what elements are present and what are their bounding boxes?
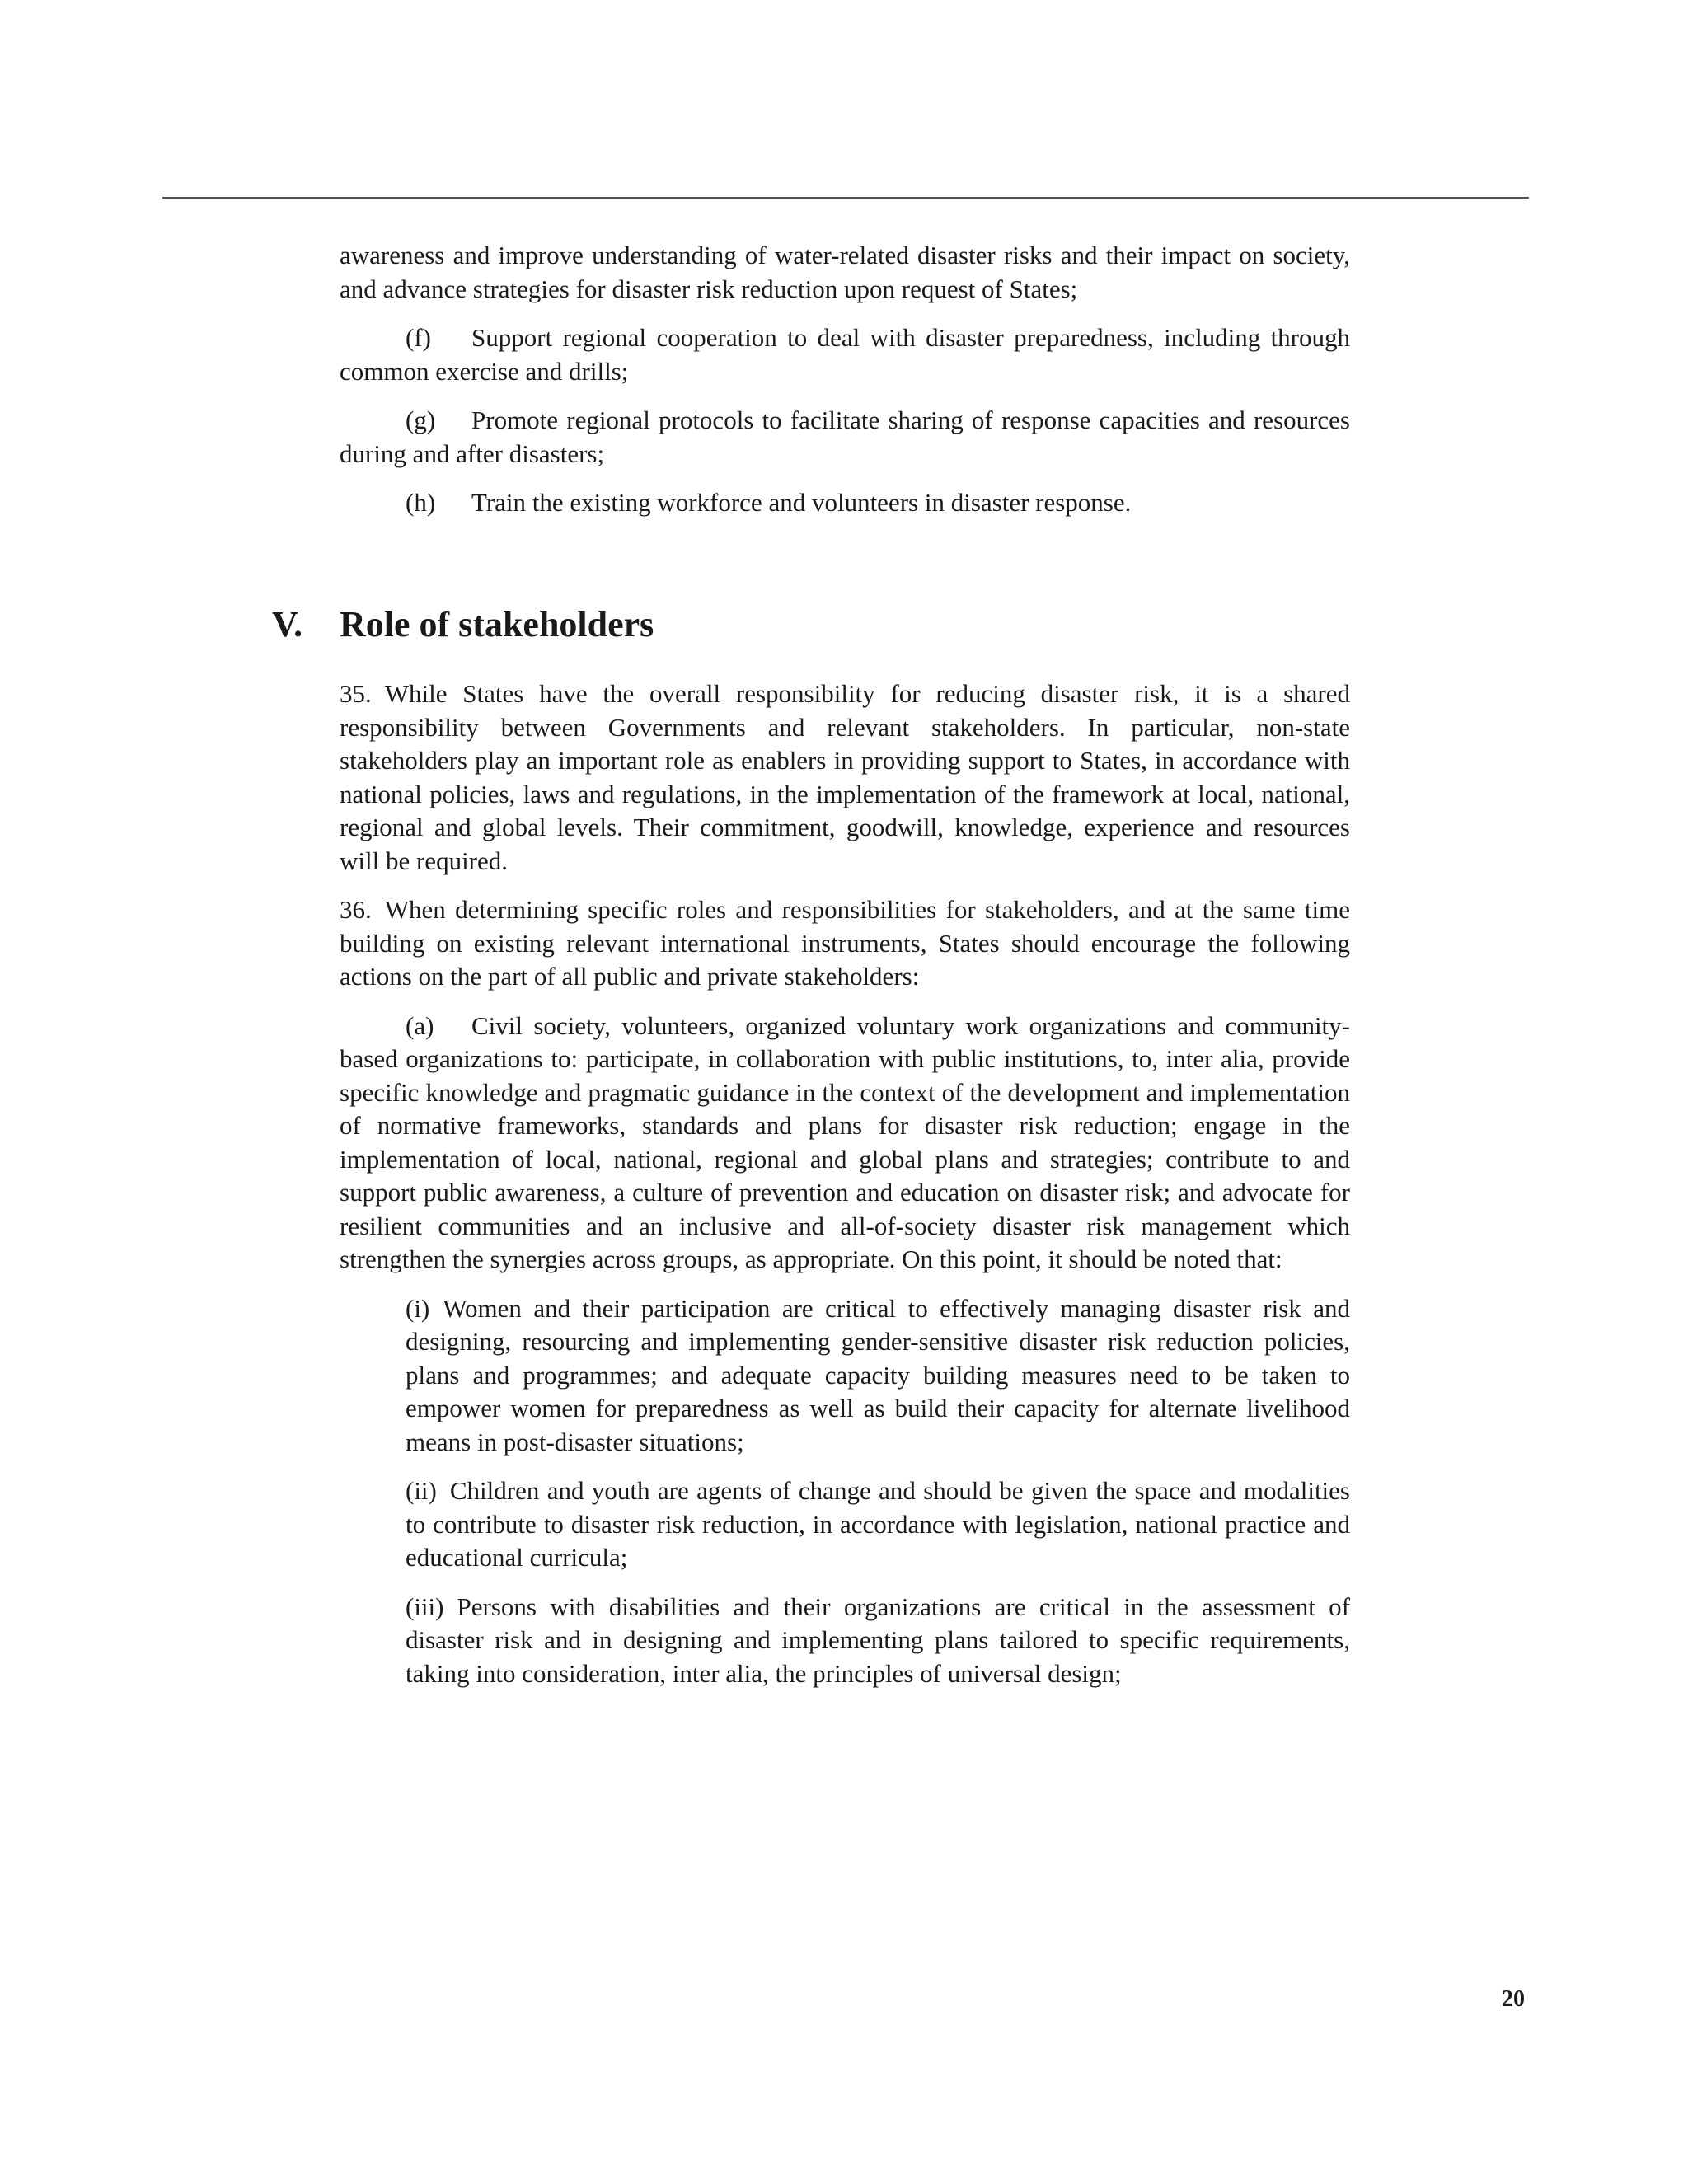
subitem-ii bbox=[406, 1474, 1350, 1575]
subitem-i bbox=[406, 1292, 1350, 1460]
list-item-f bbox=[340, 321, 1350, 388]
section-title: Role of stakeholders bbox=[340, 604, 654, 644]
subitem-text: Women and their participation are critical to effectively managing disaster risk and designing, resourcing and implementing gender-sensitive disaster risk reduction policies, plans and programmes; and adequate capacity building measures need to be taken to empower women for preparedness as well as build their capacity for alternate livelihood means in post-disaster situations; bbox=[406, 1293, 1350, 1456]
list-item-text: Promote regional protocols to facilitate sharing of response capacities and resources during and after disasters; bbox=[340, 405, 1350, 468]
list-item-text: Train the existing workforce and volunteers in disaster response. bbox=[471, 488, 1132, 517]
subitem-label: (ii) bbox=[406, 1476, 437, 1505]
section-heading bbox=[272, 600, 654, 649]
subitem-label: (i) bbox=[406, 1293, 430, 1323]
subitem-text: Persons with disabilities and their organizations are critical in the assessment of disaster risk and in designing and implementing plans tailored to specific requirements, taking into consideration, inter alia, the principles of universal design; bbox=[406, 1591, 1350, 1688]
list-item-label: (f) bbox=[406, 323, 431, 352]
subitem-iii bbox=[406, 1591, 1350, 1691]
subitem-text: Children and youth are agents of change and should be given the space and modalities to contribute to disaster risk reduction, in accordance with legislation, national practice and educational curricula; bbox=[406, 1476, 1350, 1572]
list-item-text: Support regional cooperation to deal with disaster preparedness, including through common exercise and drills; bbox=[340, 323, 1350, 386]
paragraph-text: While States have the overall responsibility for reducing disaster risk, it is a shared responsibility between Governments and relevant stakeholders. In particular, non-state stakeholders play an important role as enablers in providing support to States, in accordance with national policies, laws and regulations, in the implementation of the framework at local, national, regional and global levels. Their commitment, goodwill, knowledge, experience and resources will be required. bbox=[340, 679, 1350, 875]
list-item-h bbox=[340, 486, 1350, 520]
paragraph-number: 36. bbox=[340, 895, 372, 924]
list-item-text: Civil society, volunteers, organized voluntary work organizations and community-based organizations to: participate, in collaboration with public institutions, to, inter alia, provide specific knowledge and pragmatic guidance in the context of the development and implementation of normative frameworks, standards and plans for disaster risk reduction; engage in the implementation of local, national, regional and global plans and strategies; contribute to and support public awareness, a culture of prevention and education on disaster risk; and advocate for resilient communities and an inclusive and all-of-society disaster risk management which strengthen the synergies across groups, as appropriate. On this point, it should be noted that: bbox=[340, 1010, 1350, 1273]
paragraph-number: 35. bbox=[340, 679, 372, 708]
list-item-label: (g) bbox=[406, 405, 436, 434]
continuation-text: awareness and improve understanding of water-related disaster risks and their impact on society, and advance strategies for disaster risk reduction upon request of States; bbox=[340, 241, 1350, 303]
list-item-a bbox=[340, 1010, 1350, 1277]
list-item-g bbox=[340, 404, 1350, 471]
subitem-label: (iii) bbox=[406, 1591, 444, 1621]
section-number: V. bbox=[272, 604, 303, 644]
paragraph-text: When determining specific roles and responsibilities for stakeholders, and at the same time building on existing relevant international instruments, States should encourage the following actions on the part of all public and private stakeholders: bbox=[340, 895, 1350, 991]
paragraph-35 bbox=[340, 677, 1350, 878]
page-number: 20 bbox=[1502, 1986, 1525, 2012]
section-body bbox=[340, 677, 1350, 1706]
header-rule bbox=[162, 197, 1529, 199]
paragraph-36 bbox=[340, 893, 1350, 994]
top-text-block bbox=[340, 239, 1350, 536]
list-item-label: (h) bbox=[406, 488, 436, 517]
continuation-paragraph bbox=[340, 239, 1350, 306]
list-item-label: (a) bbox=[406, 1010, 434, 1040]
